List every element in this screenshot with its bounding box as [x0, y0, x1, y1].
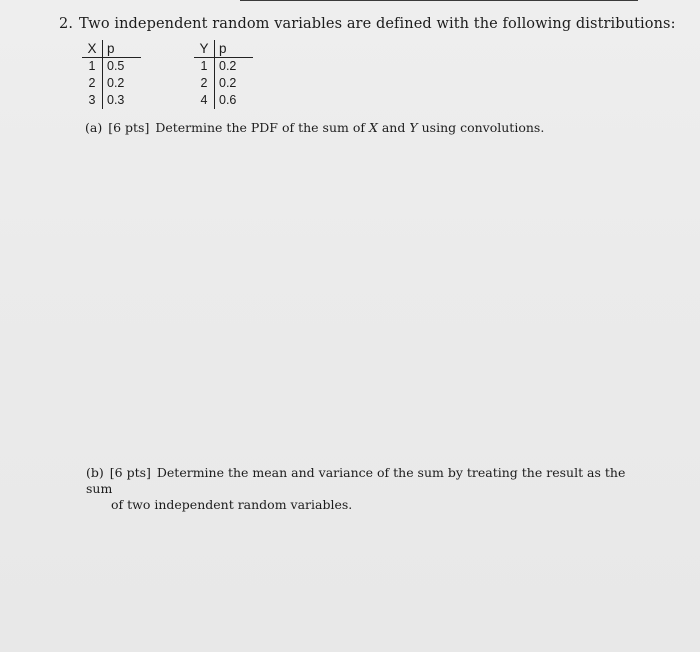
table-x-value: 2	[82, 75, 103, 92]
part-b-line-1: Determine the mean and variance of the sum by treating the result as the sum	[86, 465, 626, 496]
table-row	[82, 58, 141, 76]
table-y-var-header: Y	[194, 40, 215, 58]
part-b-label: (b)	[86, 465, 104, 480]
part-a-text-3: using convolutions.	[421, 120, 545, 135]
distribution-table-y	[194, 40, 253, 109]
table-x-prob: 0.3	[107, 93, 125, 107]
top-rule	[240, 0, 638, 1]
table-y-prob: 0.2	[219, 76, 237, 90]
table-row	[194, 75, 253, 92]
table-y-value: 1	[194, 58, 215, 76]
table-x-var-header: X	[82, 40, 103, 58]
problem-number: 2.	[59, 16, 74, 32]
table-x-value: 3	[82, 92, 103, 109]
table-row	[82, 75, 141, 92]
distribution-table-x	[82, 40, 141, 109]
table-y-prob: 0.6	[219, 93, 237, 107]
table-y-value: 2	[194, 75, 215, 92]
part-a-var-x: X	[368, 120, 378, 135]
table-y-p-header: p	[215, 40, 254, 58]
table-header-row	[194, 40, 253, 58]
part-b-points: [6 pts]	[109, 465, 151, 480]
table-row	[194, 92, 253, 109]
part-a-text-1: Determine the PDF of the sum of	[155, 120, 365, 135]
part-b-line-2: of two independent random variables.	[111, 497, 353, 512]
part-b	[86, 465, 646, 513]
table-x-p-header: p	[103, 40, 142, 58]
table-x-prob: 0.2	[107, 76, 125, 90]
part-a-label: (a)	[85, 120, 103, 135]
part-a-var-y: Y	[409, 120, 418, 135]
table-row	[82, 92, 141, 109]
problem-statement: Two independent random variables are defined with the following distributions:	[79, 16, 676, 32]
table-header-row	[82, 40, 141, 58]
table-x-prob: 0.5	[107, 59, 125, 73]
part-a	[85, 120, 544, 136]
problem-heading	[59, 16, 676, 32]
table-y-prob: 0.2	[219, 59, 237, 73]
table-y-value: 4	[194, 92, 215, 109]
part-a-points: [6 pts]	[108, 120, 150, 135]
table-row	[194, 58, 253, 76]
table-x-value: 1	[82, 58, 103, 76]
part-a-text-2: and	[381, 120, 406, 135]
